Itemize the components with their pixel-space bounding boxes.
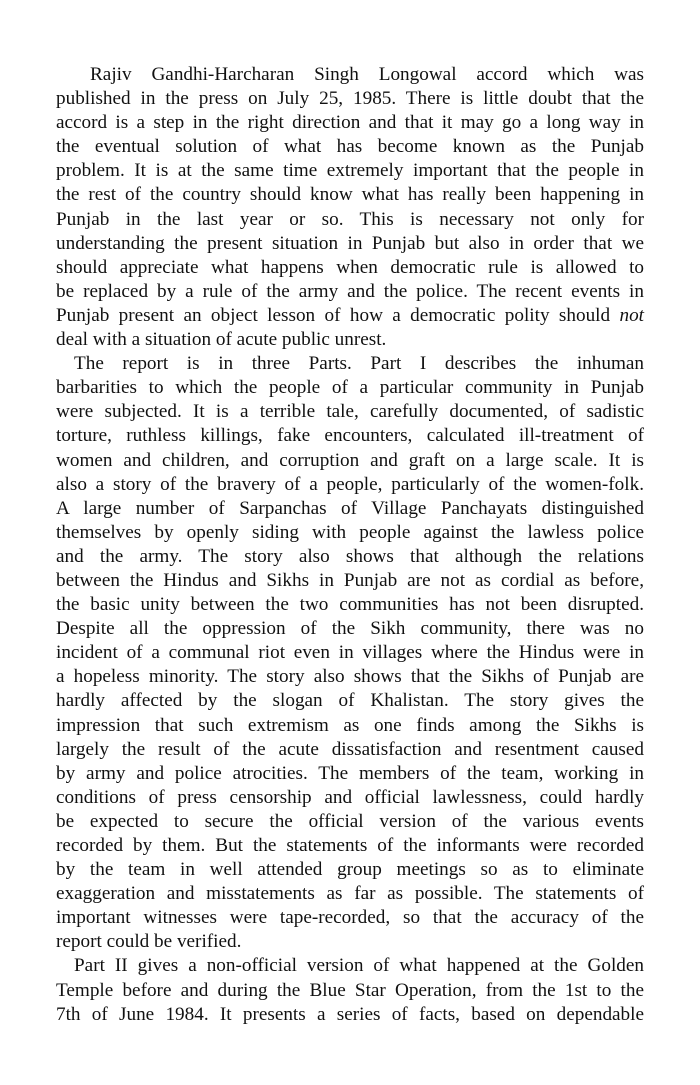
text-line: incident of a communal riot even in villages where the Hindus were in (56, 642, 644, 664)
text-line: Rajiv Gandhi-Harcharan Singh Longowal accord which was (90, 64, 644, 85)
text-line: largely the result of the acute dissatisfaction and resentment caused (56, 738, 644, 760)
text-line: important witnesses were tape-recorded, so that the accuracy of the (56, 907, 644, 929)
text-line: The report is in three Parts. Part I describes the inhuman (74, 353, 644, 375)
text-line: be expected to secure the official version of the various events (56, 810, 644, 832)
text-line: and the army. The story also shows that although the relations (56, 545, 644, 567)
paragraph-intro (56, 63, 644, 352)
text-line: the rest of the country should know what has really been happening in (56, 184, 644, 206)
text-line: exaggeration and misstatements as far as possible. The statements of (56, 883, 644, 905)
text-line: by the team in well attended group meetings so as to eliminate (56, 859, 644, 881)
text-line-with-emphasis (56, 304, 644, 328)
text-line: Punjab in the last year or so. This is necessary not only for (56, 208, 644, 230)
document-page (56, 63, 644, 1027)
text-line: torture, ruthless killings, fake encounters, calculated ill-treatment of (56, 425, 644, 447)
text-line: understanding the present situation in Punjab but also in order that we (56, 232, 644, 254)
paragraph-part-one (56, 352, 644, 954)
text-line: also a story of the bravery of a people, particularly of the women-folk. (56, 473, 644, 495)
text-line: the basic unity between the two communities has not been disrupted. (56, 594, 644, 616)
text-line: women and children, and corruption and graft on a large scale. It is (56, 449, 644, 471)
text-line: 7th of June 1984. It presents a series of facts, based on dependable (56, 1003, 644, 1025)
text-line: by army and police atrocities. The members of the team, working in (56, 762, 644, 784)
text-line: themselves by openly siding with people against the lawless police (56, 521, 644, 543)
text-line: hardly affected by the slogan of Khalistan. The story gives the (56, 690, 644, 712)
text-line: between the Hindus and Sikhs in Punjab are not as cordial as before, (56, 569, 644, 591)
text-line: impression that such extremism as one finds among the Sikhs is (56, 714, 644, 736)
text-line: a hopeless minority. The story also shows that the Sikhs of Punjab are (56, 666, 644, 688)
text-line: were subjected. It is a terrible tale, carefully documented, of sadistic (56, 401, 644, 423)
text-line: A large number of Sarpanchas of Village Panchayats distinguished (56, 497, 644, 519)
text-line: recorded by them. But the statements of the informants were recorded (56, 835, 644, 856)
text-line: Temple before and during the Blue Star Operation, from the 1st to the (56, 979, 644, 1001)
text-line: accord is a step in the right direction and that it may go a long way in (56, 112, 644, 134)
text-line: barbarities to which the people of a particular community in Punjab (56, 377, 644, 399)
text-line: should appreciate what happens when democratic rule is allowed to (56, 256, 644, 278)
text-line: deal with a situation of acute public unrest. (56, 329, 387, 351)
text-line: the eventual solution of what has become known as the Punjab (56, 136, 644, 158)
text-line: report could be verified. (56, 931, 242, 953)
text-line: be replaced by a rule of the army and the police. The recent events in (56, 280, 644, 302)
emphasis-not: not (619, 304, 645, 326)
text-line: conditions of press censorship and official lawlessness, could hardly (56, 786, 644, 808)
text-line: published in the press on July 25, 1985. There is little doubt that the (56, 88, 644, 110)
text-line: problem. It is at the same time extremely important that the people in (56, 160, 644, 182)
text-line-content: Punjab present an object lesson of how a democratic polity should (56, 304, 611, 326)
paragraph-part-two (56, 954, 644, 1026)
text-line: Despite all the oppression of the Sikh community, there was no (56, 618, 644, 640)
text-line: Part II gives a non-official version of what happened at the Golden (74, 955, 644, 977)
